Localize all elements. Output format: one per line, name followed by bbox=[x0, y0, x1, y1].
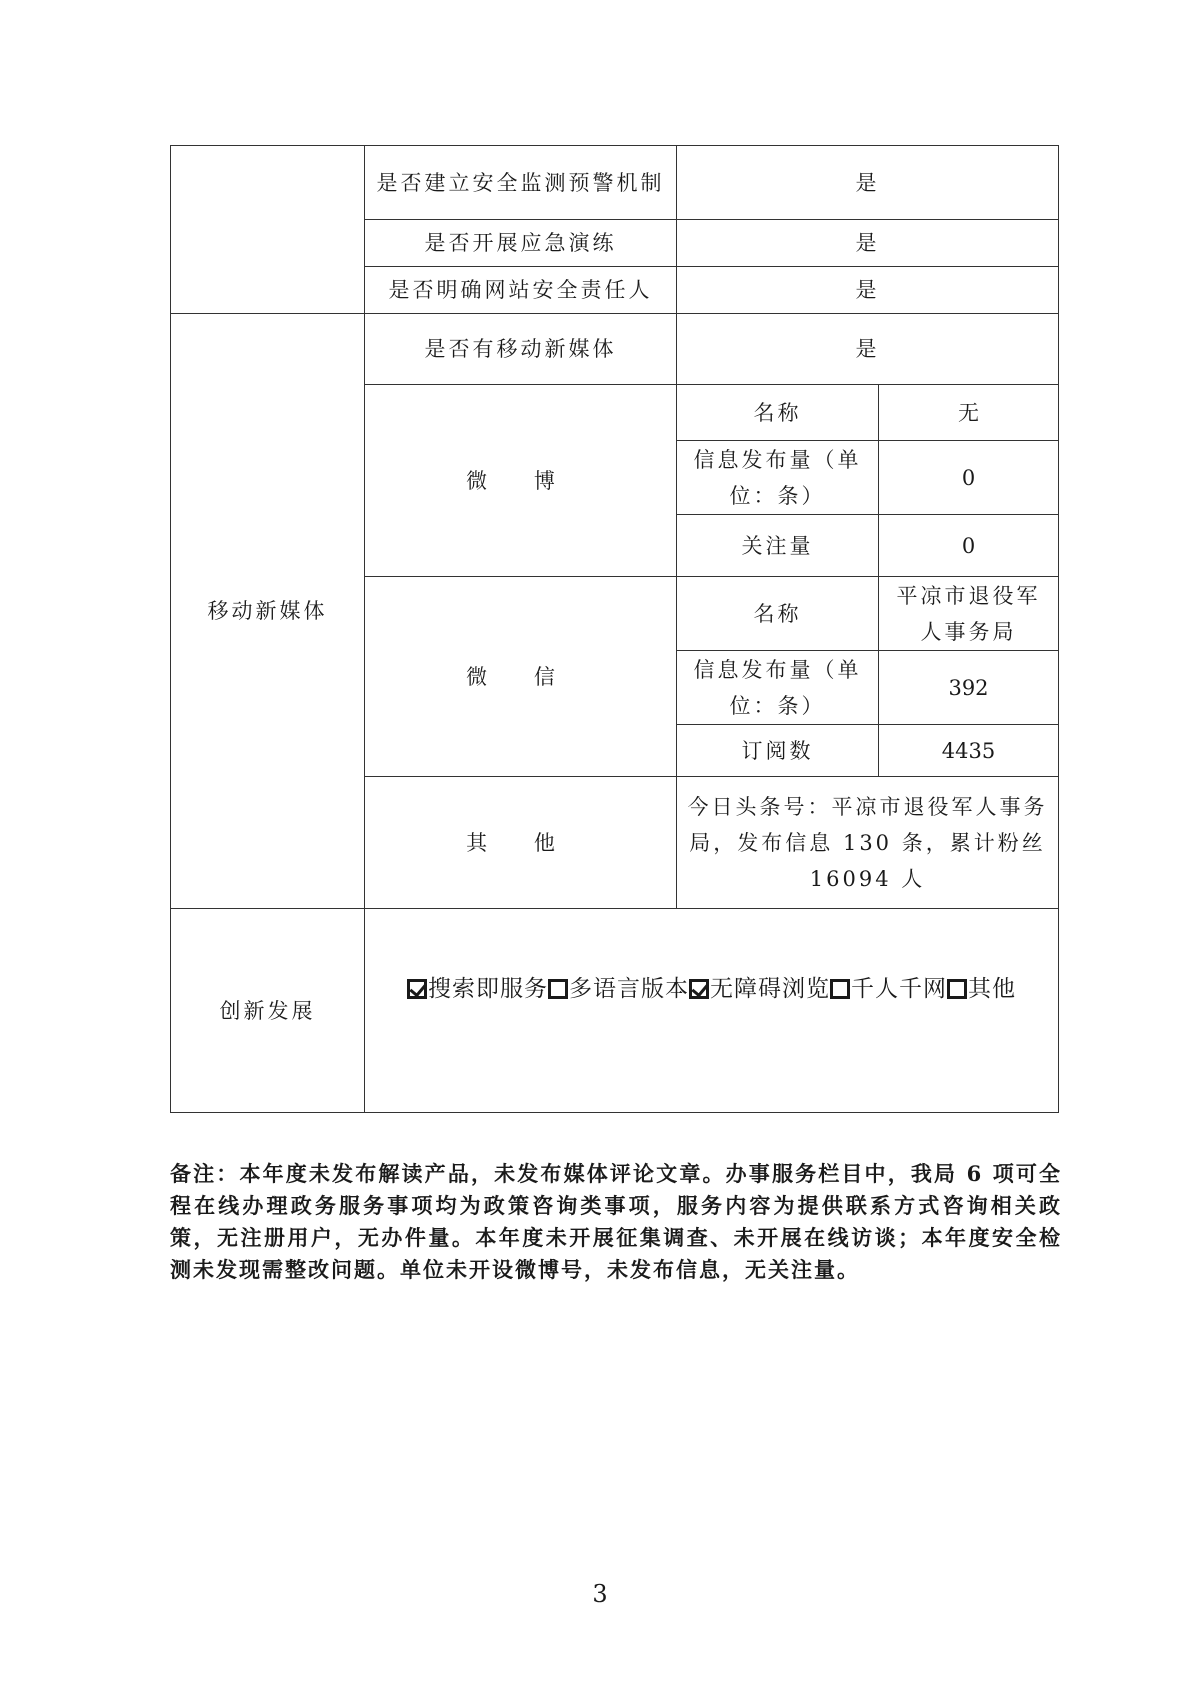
wechat-posts-label: 信息发布量（单位：条） bbox=[677, 651, 879, 725]
page-number: 3 bbox=[592, 1580, 608, 1608]
monitoring-label: 是否建立安全监测预警机制 bbox=[365, 146, 677, 220]
wechat-posts-value: 392 bbox=[879, 651, 1059, 725]
weibo-followers-label: 关注量 bbox=[677, 515, 879, 577]
responsible-value: 是 bbox=[677, 267, 1059, 314]
option-search-service: 搜索即服务 bbox=[428, 975, 548, 1002]
checkbox-checked-icon[interactable] bbox=[689, 979, 709, 999]
drill-label: 是否开展应急演练 bbox=[365, 220, 677, 267]
weibo-posts-label: 信息发布量（单位：条） bbox=[677, 441, 879, 515]
has-mobile-media-label: 是否有移动新媒体 bbox=[365, 314, 677, 385]
option-personalized: 千人千网 bbox=[851, 975, 947, 1002]
note-paragraph: 备注：本年度未发布解读产品，未发布媒体评论文章。办事服务栏目中，我局 6 项可全程在线办理政务服务事项均为政策咨询类事项，服务内容为提供联系方式咨询相关政策，无注册用户，无办件量。本年度未开展征集调查、未开展在线访谈；本年度安全检测未发现需整改问题。单位未开设微博号，未发布信息，无关注量。 bbox=[170, 1161, 1062, 1282]
option-multilingual: 多语言版本 bbox=[569, 975, 689, 1002]
innovation-options-cell bbox=[365, 909, 1059, 1113]
option-other: 其他 bbox=[968, 975, 1016, 1002]
security-category-cell bbox=[171, 146, 365, 314]
checkbox-checked-icon[interactable] bbox=[407, 979, 427, 999]
wechat-subscribers-label: 订阅数 bbox=[677, 725, 879, 777]
weibo-followers-value: 0 bbox=[879, 515, 1059, 577]
report-table bbox=[170, 145, 1059, 1113]
checkbox-icon[interactable] bbox=[548, 979, 568, 999]
mobile-media-category: 移动新媒体 bbox=[171, 314, 365, 909]
innovation-category: 创新发展 bbox=[171, 909, 365, 1113]
weibo-name-label: 名称 bbox=[677, 385, 879, 441]
other-value: 今日头条号：平凉市退役军人事务局，发布信息 130 条，累计粉丝 16094 人 bbox=[677, 777, 1059, 909]
has-mobile-media-value: 是 bbox=[677, 314, 1059, 385]
weibo-label: 微 博 bbox=[365, 385, 677, 577]
responsible-label: 是否明确网站安全责任人 bbox=[365, 267, 677, 314]
weibo-posts-value: 0 bbox=[879, 441, 1059, 515]
monitoring-value: 是 bbox=[677, 146, 1059, 220]
wechat-name-value: 平凉市退役军人事务局 bbox=[879, 577, 1059, 651]
drill-value: 是 bbox=[677, 220, 1059, 267]
weibo-name-value: 无 bbox=[879, 385, 1059, 441]
checkbox-icon[interactable] bbox=[947, 979, 967, 999]
wechat-subscribers-value: 4435 bbox=[879, 725, 1059, 777]
wechat-label: 微 信 bbox=[365, 577, 677, 777]
checkbox-icon[interactable] bbox=[830, 979, 850, 999]
other-label: 其 他 bbox=[365, 777, 677, 909]
innovation-checklist bbox=[365, 971, 1058, 1007]
option-accessibility: 无障碍浏览 bbox=[710, 975, 830, 1002]
wechat-name-label: 名称 bbox=[677, 577, 879, 651]
